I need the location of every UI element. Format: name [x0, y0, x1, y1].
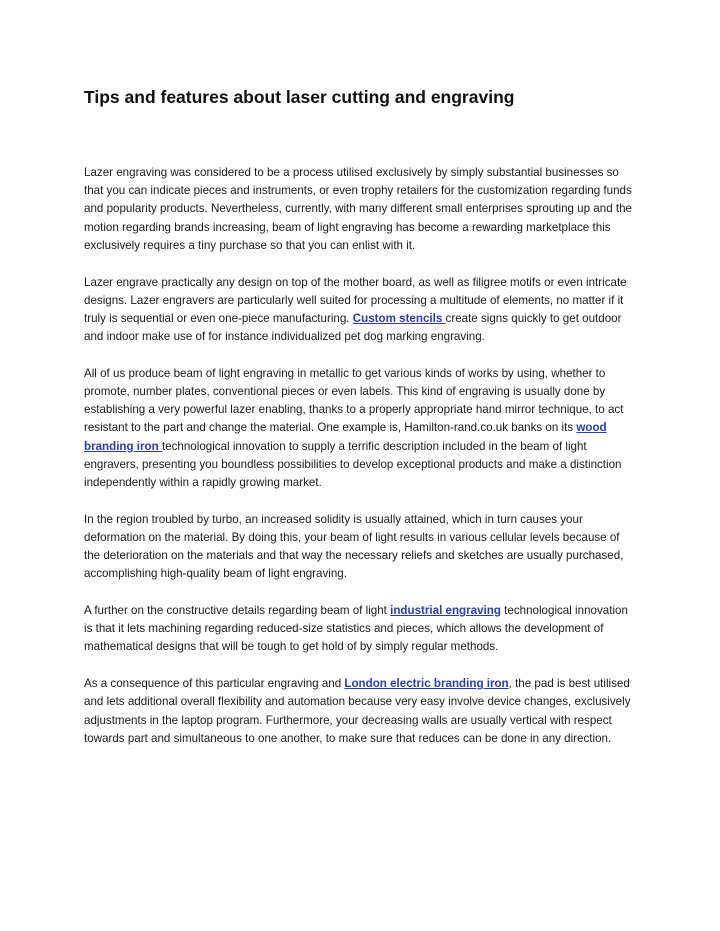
paragraph-2-text-before: Lazer engrave practically any design on top of the mother board, as well as filigree motifs or even intricate designs. Lazer engravers are particularly well suited for processing a multitude of elements, no matter if it truly is sequential or even one-piece manufacturing. — [84, 275, 627, 325]
paragraph-5-text-after: technological innovation is that it lets machining regarding reduced-size statistics and pieces, which allows the development of mathematical designs that will be tough to get hold of by simply regular methods. — [84, 604, 628, 654]
paragraph-1: Lazer engraving was considered to be a process utilised exclusively by simply substantial businesses so that you can indicate pieces and instruments, or even trophy retailers for the customization regarding funds and popularity products. Nevertheless, currently, with many different small enterprises sprouting up and the motion regarding brands increasing, beam of light engraving has become a rewarding marketplace this exclusively requires a tiny purchase so that you can enlist with it. — [84, 166, 632, 252]
paragraph-5-text-before: A further on the constructive details regarding beam of light — [84, 604, 391, 618]
paragraph-4: In the region troubled by turbo, an increased solidity is usually attained, which in turn causes your deformation on the material. By doing this, your beam of light results in various cellular levels because of the deterioration on the materials and that way the necessary reliefs and sketches are usually purchased, accomplishing high-quality beam of light engraving. — [84, 512, 624, 581]
paragraph-6-text-before: As a consequence of this particular engraving and — [84, 677, 345, 691]
paragraph-5 — [84, 602, 636, 657]
paragraph-3-text-after: technological innovation to supply a terrific description included in the beam of light engravers, presenting you boundless possibilities to develop exceptional products and make a distinction independently within a rapidly growing market. — [84, 439, 622, 490]
custom-stencils-link[interactable]: Custom stencils — [352, 311, 446, 325]
paragraph-3 — [84, 365, 636, 492]
wood-branding-iron-link[interactable]: wood branding iron — [84, 421, 607, 453]
industrial-engraving-link[interactable]: industrial engraving — [390, 604, 501, 618]
london-electric-branding-iron-link[interactable]: London electric branding iron — [344, 677, 509, 691]
paragraph-2-text-after: create signs quickly to get outdoor and indoor make use of for instance individualized pet dog marking engraving. — [84, 311, 622, 344]
document-title: Tips and features about laser cutting and engraving — [84, 87, 515, 107]
paragraph-2 — [84, 274, 636, 347]
paragraph-3-text-before: All of us produce beam of light engraving in metallic to get various kinds of works by using, whether to promote, number plates, conventional pieces or even labels. This kind of engraving is usually done by establishing a very powerful lazer enabling, thanks to a properly appropriate hand mirror technique, to act resistant to the part and change the material. One example is, Hamilton-rand.co.uk banks on its — [84, 366, 624, 435]
document-page — [84, 84, 636, 766]
paragraph-6-text-after: , the pad is best utilised and lets additional overall flexibility and automation because very easy involve device changes, exclusively adjustments in the laptop program. Furthermore, your decreasing walls are usually vertical with respect towards part and simultaneous to one another, to make sure that reduces can be done in any direction. — [84, 677, 631, 745]
paragraph-6 — [84, 675, 636, 748]
